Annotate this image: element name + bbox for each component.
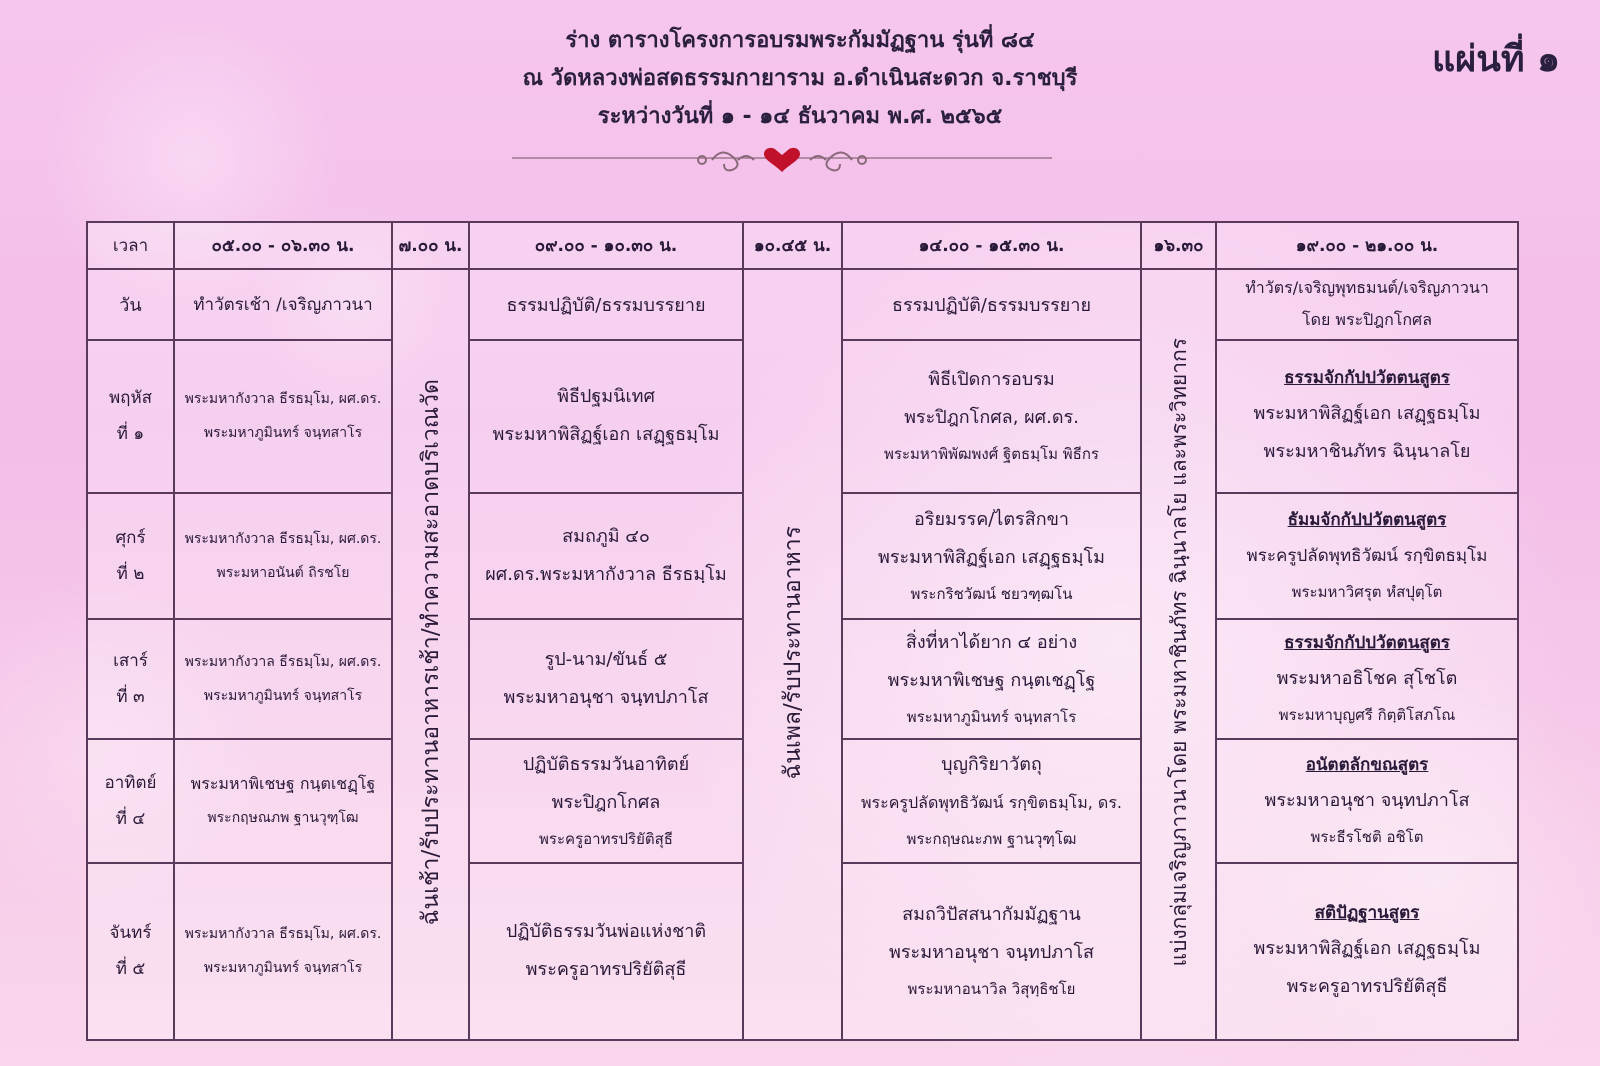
pm-topic: บุญกิริยาวัตถุ bbox=[941, 753, 1042, 775]
day-number: ที่ ๕ bbox=[115, 959, 146, 980]
am-speaker: พระมหาพิสิฏฐ์เอก เสฏฺฐธมฺโม bbox=[492, 424, 720, 446]
activity-row bbox=[87, 269, 1518, 340]
header-slot-lunch: ๑๐.๔๕ น. bbox=[743, 222, 842, 269]
evening-topic: ธรรมจักกัปปวัตตนสูตร bbox=[1284, 368, 1450, 389]
am-topic: ปฏิบัติธรรมวันพ่อแห่งชาติ bbox=[505, 921, 707, 943]
evening-cell bbox=[1216, 619, 1518, 739]
activity-am: ธรรมปฏิบัติ/ธรรมบรรยาย bbox=[469, 269, 743, 340]
morning-speaker-1: พระมหาพิเชษฐ กนฺตเชฏฺโฐ bbox=[190, 773, 376, 793]
pm-topic: อริยมรรค/ไตรสิกขา bbox=[913, 508, 1070, 530]
morning-speaker-1: พระมหากังวาล ธีรธมฺโม, ผศ.ดร. bbox=[184, 530, 382, 547]
header-slot-morning: ๐๕.๐๐ - ๐๖.๓๐ น. bbox=[174, 222, 392, 269]
pm-speaker: พระครูปลัดพุทธิวัฒน์ รกฺขิตธมฺโม, ดร. bbox=[860, 792, 1122, 812]
lunch-text: ฉันเพล/รับประทานอาหาร bbox=[779, 525, 806, 780]
pm-speaker: พระมหาพิเชษฐ กนฺตเชฏฺโฐ bbox=[887, 669, 1096, 691]
day-number: ที่ ๒ bbox=[116, 563, 145, 584]
afternoon-cell bbox=[1141, 269, 1216, 1040]
evening-topic: สติปัฏฐานสูตร bbox=[1314, 903, 1420, 924]
am-speaker: พระครูอาทรปริยัติสุธี bbox=[525, 959, 687, 981]
evening-speaker-2: พระครูอาทรปริยัติสุธี bbox=[1286, 976, 1448, 998]
morning-cell bbox=[174, 863, 392, 1040]
activity-evening bbox=[1216, 269, 1518, 340]
evening-speaker: พระมหาพิสิฏฐ์เอก เสฏฺฐธมฺโม bbox=[1253, 938, 1481, 960]
evening-cell bbox=[1216, 340, 1518, 493]
day-number: ที่ ๑ bbox=[116, 424, 145, 445]
pm-assistant: พระมหาภูมินทร์ จนฺทสาโร bbox=[906, 707, 1077, 726]
schedule-table bbox=[86, 221, 1519, 1041]
evening-speaker: พระมหาพิสิฏฐ์เอก เสฏฺฐธมฺโม bbox=[1253, 403, 1481, 425]
evening-assistant: พระมหาวิศรุต หํสปุตฺโต bbox=[1291, 582, 1443, 601]
pm-speaker: พระมหาอนุชา จนฺทปภาโส bbox=[889, 942, 1094, 964]
evening-cell bbox=[1216, 739, 1518, 863]
evening-assistant: พระมหาบุญศรี กิตฺติโสภโณ bbox=[1278, 705, 1456, 724]
breakfast-text: ฉันเช้า/รับประทานอาหารเช้า/ทำความสะอาดบริเวณวัด bbox=[417, 379, 444, 926]
morning-cell bbox=[174, 493, 392, 619]
title-line-3: ระหว่างวันที่ ๑ - ๑๔ ธันวาคม พ.ศ. ๒๕๖๕ bbox=[597, 104, 1003, 129]
evening-topic: ธรรมจักกัปปวัตตนสูตร bbox=[1284, 632, 1450, 653]
day-label: วัน bbox=[87, 269, 174, 340]
morning-speaker-1: พระมหากังวาล ธีรธมฺโม, ผศ.ดร. bbox=[184, 653, 382, 670]
day-name: จันทร์ bbox=[109, 923, 152, 944]
title-block bbox=[0, 22, 1600, 136]
pm-cell bbox=[842, 619, 1141, 739]
evening-topic: อนัตตลักขณสูตร bbox=[1305, 754, 1429, 775]
evening-speaker-2: พระมหาชินภัทร ฉินฺนาลโย bbox=[1263, 441, 1471, 463]
activity-pm: ธรรมปฏิบัติ/ธรรมบรรยาย bbox=[842, 269, 1141, 340]
am-topic: สมถภูมิ ๔๐ bbox=[562, 525, 650, 547]
day-number: ที่ ๓ bbox=[116, 686, 145, 707]
pm-assistant: พระกฤษณะภพ ฐานวุฑฺโฒ bbox=[906, 829, 1077, 848]
morning-speaker-2: พระมหาภูมินทร์ จนฺทสาโร bbox=[203, 425, 363, 442]
day-cell bbox=[87, 739, 174, 863]
evening-activity-line: ทำวัตร/เจริญพุทธมนต์/เจริญภาวนา bbox=[1245, 278, 1489, 298]
morning-speaker-1: พระมหากังวาล ธีรธมฺโม, ผศ.ดร. bbox=[184, 391, 382, 408]
day-number: ที่ ๔ bbox=[115, 808, 146, 829]
header-time-label: เวลา bbox=[87, 222, 174, 269]
header-slot-pm: ๑๔.๐๐ - ๑๕.๓๐ น. bbox=[842, 222, 1141, 269]
evening-cell bbox=[1216, 863, 1518, 1040]
morning-speaker-1: พระมหากังวาล ธีรธมฺโม, ผศ.ดร. bbox=[184, 926, 382, 943]
title-line-2: ณ วัดหลวงพ่อสดธรรมกายาราม อ.ดำเนินสะดวก จ.ราชบุรี bbox=[522, 66, 1078, 91]
am-topic: ปฏิบัติธรรมวันอาทิตย์ bbox=[522, 753, 690, 775]
evening-leader-line: โดย พระปิฎกโกศล bbox=[1301, 310, 1432, 330]
am-cell bbox=[469, 863, 743, 1040]
am-cell bbox=[469, 619, 743, 739]
morning-speaker-2: พระมหาอนันต์ ถิรชโย bbox=[216, 564, 350, 581]
evening-speaker: พระมหาอนุชา จนฺทปภาโส bbox=[1264, 789, 1470, 811]
header-slot-am: ๐๙.๐๐ - ๑๐.๓๐ น. bbox=[469, 222, 743, 269]
day-name: อาทิตย์ bbox=[104, 772, 157, 793]
pm-topic: สมถวิปัสสนากัมมัฏฐาน bbox=[902, 904, 1081, 926]
evening-speaker: พระมหาอธิโชค สุโชโต bbox=[1276, 667, 1458, 689]
title-line-1: ร่าง ตารางโครงการอบรมพระกัมมัฏฐาน รุ่นที่ ๘๔ bbox=[565, 28, 1035, 53]
evening-assistant: พระธีรโชติ อชิโต bbox=[1310, 827, 1424, 846]
pm-topic: สิ่งที่หาได้ยาก ๔ อย่าง bbox=[905, 631, 1078, 653]
pm-speaker: พระปิฎกโกศล, ผศ.ดร. bbox=[904, 407, 1079, 429]
pm-cell bbox=[842, 340, 1141, 493]
day-name: ศุกร์ bbox=[115, 527, 146, 548]
day-cell bbox=[87, 340, 174, 493]
lunch-cell bbox=[743, 269, 842, 1040]
sheet-number: แผ่นที่ ๑ bbox=[1431, 39, 1560, 80]
evening-speaker: พระครูปลัดพุทธิวัฒน์ รกฺขิตธมฺโม bbox=[1246, 545, 1488, 566]
header-slot-afternoon: ๑๖.๓๐ bbox=[1141, 222, 1216, 269]
morning-speaker-2: พระมหาภูมินทร์ จนฺทสาโร bbox=[203, 960, 363, 977]
am-speaker: พระมหาอนุชา จนฺทปภาโส bbox=[503, 686, 709, 708]
pm-assistant: พระมหาพิพัฒพงศ์ ฐิตธมฺโม พิธีกร bbox=[884, 445, 1099, 464]
header-slot-evening: ๑๙.๐๐ - ๒๑.๐๐ น. bbox=[1216, 222, 1518, 269]
pm-assistant: พระมหาอนาวิล วิสุทฺธิชโย bbox=[907, 980, 1076, 999]
pm-speaker: พระมหาพิสิฏฐ์เอก เสฏฺฐธมฺโม bbox=[877, 546, 1106, 568]
header-slot-breakfast: ๗.๐๐ น. bbox=[392, 222, 469, 269]
am-speaker: ผศ.ดร.พระมหากังวาล ธีรธมฺโม bbox=[485, 563, 727, 585]
morning-speaker-2: พระกฤษณภพ ฐานวุฑฺโฒ bbox=[207, 809, 359, 826]
morning-cell bbox=[174, 739, 392, 863]
pm-cell bbox=[842, 739, 1141, 863]
am-topic: พิธีปฐมนิเทศ bbox=[557, 386, 655, 408]
am-cell bbox=[469, 340, 743, 493]
day-cell bbox=[87, 619, 174, 739]
morning-speaker-2: พระมหาภูมินทร์ จนฺทสาโร bbox=[203, 687, 363, 704]
pm-cell bbox=[842, 863, 1141, 1040]
pm-cell bbox=[842, 493, 1141, 619]
am-assistant: พระครูอาทรปริยัติสุธี bbox=[539, 829, 673, 848]
time-header-row bbox=[87, 222, 1518, 269]
morning-cell bbox=[174, 340, 392, 493]
heart-ornament-icon bbox=[512, 146, 1052, 176]
am-cell bbox=[469, 493, 743, 619]
pm-assistant: พระกริชวัฒน์ ชยวฑฺฒโน bbox=[910, 584, 1073, 603]
evening-cell bbox=[1216, 493, 1518, 619]
day-cell bbox=[87, 863, 174, 1040]
pm-topic: พิธีเปิดการอบรม bbox=[928, 369, 1055, 391]
activity-morning: ทำวัตรเช้า /เจริญภาวนา bbox=[174, 269, 392, 340]
am-topic: รูป-นาม/ขันธ์ ๕ bbox=[544, 648, 668, 670]
day-name: เสาร์ bbox=[113, 650, 148, 671]
breakfast-cell bbox=[392, 269, 469, 1040]
evening-topic: ธัมมจักกัปปวัตตนสูตร bbox=[1287, 509, 1447, 530]
am-speaker: พระปิฎกโกศล bbox=[551, 791, 661, 813]
afternoon-text: แบ่งกลุ่มเจริญภาวนาโดย พระมหาชินภัทร ฉินฺนาลโย และพระวิทยากร bbox=[1167, 338, 1191, 967]
am-cell bbox=[469, 739, 743, 863]
morning-cell bbox=[174, 619, 392, 739]
day-name: พฤหัส bbox=[108, 388, 153, 409]
day-cell bbox=[87, 493, 174, 619]
